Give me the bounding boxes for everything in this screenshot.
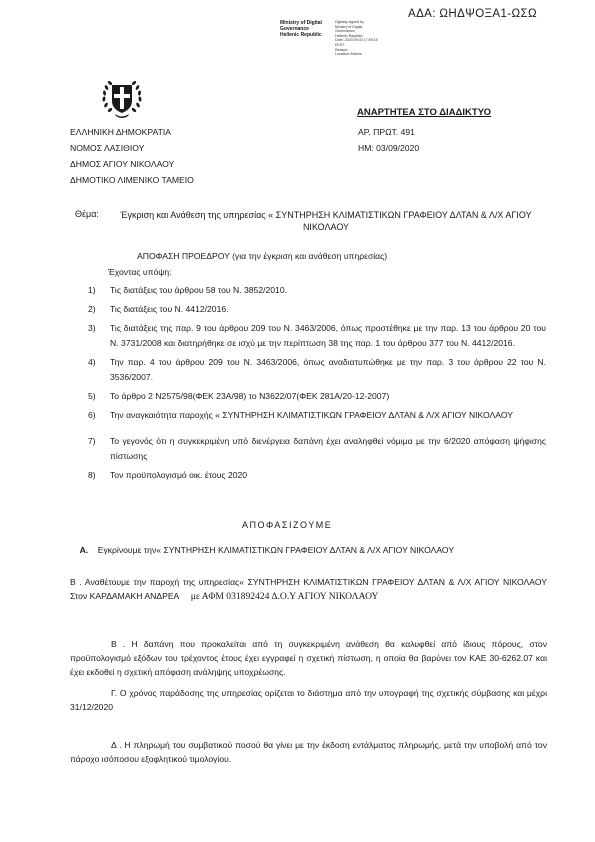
list-item: 8) Τον προϋπολογισμό οικ. έτους 2020 xyxy=(88,470,248,480)
decision-para-a xyxy=(70,543,547,557)
para-a-text: Εγκρίνουμε την« ΣΥΝΤΗΡΗΣΗ ΚΛΙΜΑΤΙΣΤΙΚΩΝ ΓΡΑΦΕΙΟΥ ΔΛΤΑΝ & Λ/Χ ΑΓΙΟΥ ΝΙΚΟΛΑΟΥ xyxy=(97,545,455,555)
digital-signature-stamp xyxy=(280,20,390,62)
protocol-number: ΑΡ. ΠΡΩΤ. 491 xyxy=(358,127,415,137)
org-line-republic: ΕΛΛΗΝΙΚΗ ΔΗΜΟΚΡΑΤΙΑ xyxy=(70,127,171,137)
decision-para-b xyxy=(70,575,547,604)
document-date: ΗΜ: 03/09/2020 xyxy=(358,143,420,153)
we-decide-heading: ΑΠΟΦΑΣΙΖΟΥΜΕ xyxy=(242,520,333,530)
list-item: 2) Τις διατάξεις του Ν. 4412/2016. xyxy=(88,304,229,314)
list-item: 5) Το άρθρο 2 Ν2575/98(ΦΕΚ 23Α/98) το Ν3622/07(ΦΕΚ 281Α/20-12-2007) xyxy=(88,391,390,401)
ada-code: ΑΔΑ: ΩΗΔΨΟΞΑ1-ΩΣΩ xyxy=(408,8,538,20)
org-line-port-fund: ΔΗΜΟΤΙΚΟ ΛΙΜΕΝΙΚΟ ΤΑΜΕΙΟ xyxy=(70,175,194,185)
considering-heading: Έχοντας υπόψη: xyxy=(108,267,172,277)
list-item: 1) Τις διατάξεις του άρθρου 58 του Ν. 3852/2010. xyxy=(88,285,287,295)
org-line-prefecture: ΝΟΜΟΣ ΛΑΣΙΘΙΟΥ xyxy=(70,143,145,153)
para-a-mark: Α. xyxy=(79,545,89,555)
decision-title: ΑΠΟΦΑΣΗ ΠΡΟΕΔΡΟΥ (για την έγκριση και ανάθεση υπηρεσίας) xyxy=(137,251,388,261)
list-item: 6) Την αναγκαιότητα παροχής « ΣΥΝΤΗΡΗΣΗ ΚΛΙΜΑΤΙΣΤΙΚΩΝ ΓΡΑΦΕΙΟΥ ΔΛΤΑΝ & Λ/Χ ΑΓΙΟΥ ΝΙΚΟΛΑΟΥ xyxy=(88,410,513,420)
decision-para-delivery: Γ. Ο χρόνος παράδοσης της υπηρεσίας ορίζεται το διάστημα από την υπογραφή της σχετικής σύμβασης και μέχρι 31/12/2020 xyxy=(70,688,547,712)
decision-para-payment: Δ . Η πληρωμή του συμβατικού ποσού θα γίνει με την έκδοση εντάλματος πληρωμής, μετά την υποβολή από τον πάροχο ισόποσου εξοφλητικού τιμολογίου. xyxy=(70,740,547,764)
list-item: 4) Την παρ. 4 του άρθρου 209 του Ν. 3463/2006, όπως αναδιατυπώθηκε με την παρ. 3 του άρθρου 22 του Ν. 3536/2007. xyxy=(88,357,546,382)
online-publication-label: ΑΝΑΡΤΗΤΕΑ ΣΤΟ ΔΙΑΔΙΚΤΥΟ xyxy=(357,107,492,118)
subject-text: Έγκριση και Ανάθεση της υπηρεσίας « ΣΥΝΤΗΡΗΣΗ ΚΛΙΜΑΤΙΣΤΙΚΩΝ ΓΡΑΦΕΙΟΥ ΔΛΤΑΝ & Λ/Χ ΑΓΙΟΥ ΝΙΚΟΛΑΟΥ xyxy=(120,210,532,232)
list-item: 7) Το γεγονός ότι η συγκεκριμένη υπό διενέργεια δαπάνη έχει αναληφθεί νόμιμα με την 6/2020 απόφαση ψήφισης πίστωσης xyxy=(88,436,546,461)
para-b-text: Β . Αναθέτουμε την παροχή της υπηρεσίας« ΣΥΝΤΗΡΗΣΗ ΚΛΙΜΑΤΙΣΤΙΚΩΝ ΓΡΑΦΕΙΟΥ ΔΛΤΑΝ & Λ/Χ ΑΓΙΟΥ ΝΙΚΟΛΑΟΥ Στον ΚΑΡΔΑΜΑΚΗ ΑΝΔΡΕΑ xyxy=(70,577,547,601)
org-line-municipality: ΔΗΜΟΣ ΑΓΙΟΥ ΝΙΚΟΛΑΟΥ xyxy=(70,159,175,169)
signature-details: Digitally signed by Ministry of Digital Governance, Hellenic Republic Date: 2020.09.03 17:59:18 EEST Reason: Location: Athens xyxy=(335,20,378,57)
signature-signer: Ministry of Digital Governance Hellenic Republic xyxy=(280,20,322,39)
document-reference xyxy=(358,124,419,156)
list-item: 3) Τις διατάξεις της παρ. 9 του άρθρου 209 του Ν. 3463/2006, όπως προστέθηκε με την παρ. 13 του άρθρου 20 του Ν. 3731/2008 και διατηρήθηκε σε ισχύ με την περίπτωση 38 της παρ. 1 του άρθρου 377 του Ν. 4412/2016. xyxy=(88,323,546,348)
considerations-list xyxy=(88,283,546,483)
subject-label: Θέμα: xyxy=(75,209,99,219)
issuing-organization xyxy=(70,124,194,188)
decision-para-cost: Β . Η δαπάνη που προκαλείται από τη συγκεκριμένη ανάθεση θα καλυφθεί από ίδιους πόρους, στον προϋπολογισμό εξόδων του τρέχοντος έτους έχει εγγραφεί η σχετική πίστωση, η οποία θα βαρύνει τον ΚΑΕ 30-6262.07 και έχει εκδοθεί η σχετική απόφαση ανάληψης υποχρέωσης. xyxy=(70,639,547,677)
para-b-tax-id: με ΑΦΜ 031892424 Δ.Ο.Υ ΑΓΙΟΥ ΝΙΚΟΛΑΟΥ xyxy=(190,591,379,602)
greek-coat-of-arms-icon xyxy=(98,75,146,121)
